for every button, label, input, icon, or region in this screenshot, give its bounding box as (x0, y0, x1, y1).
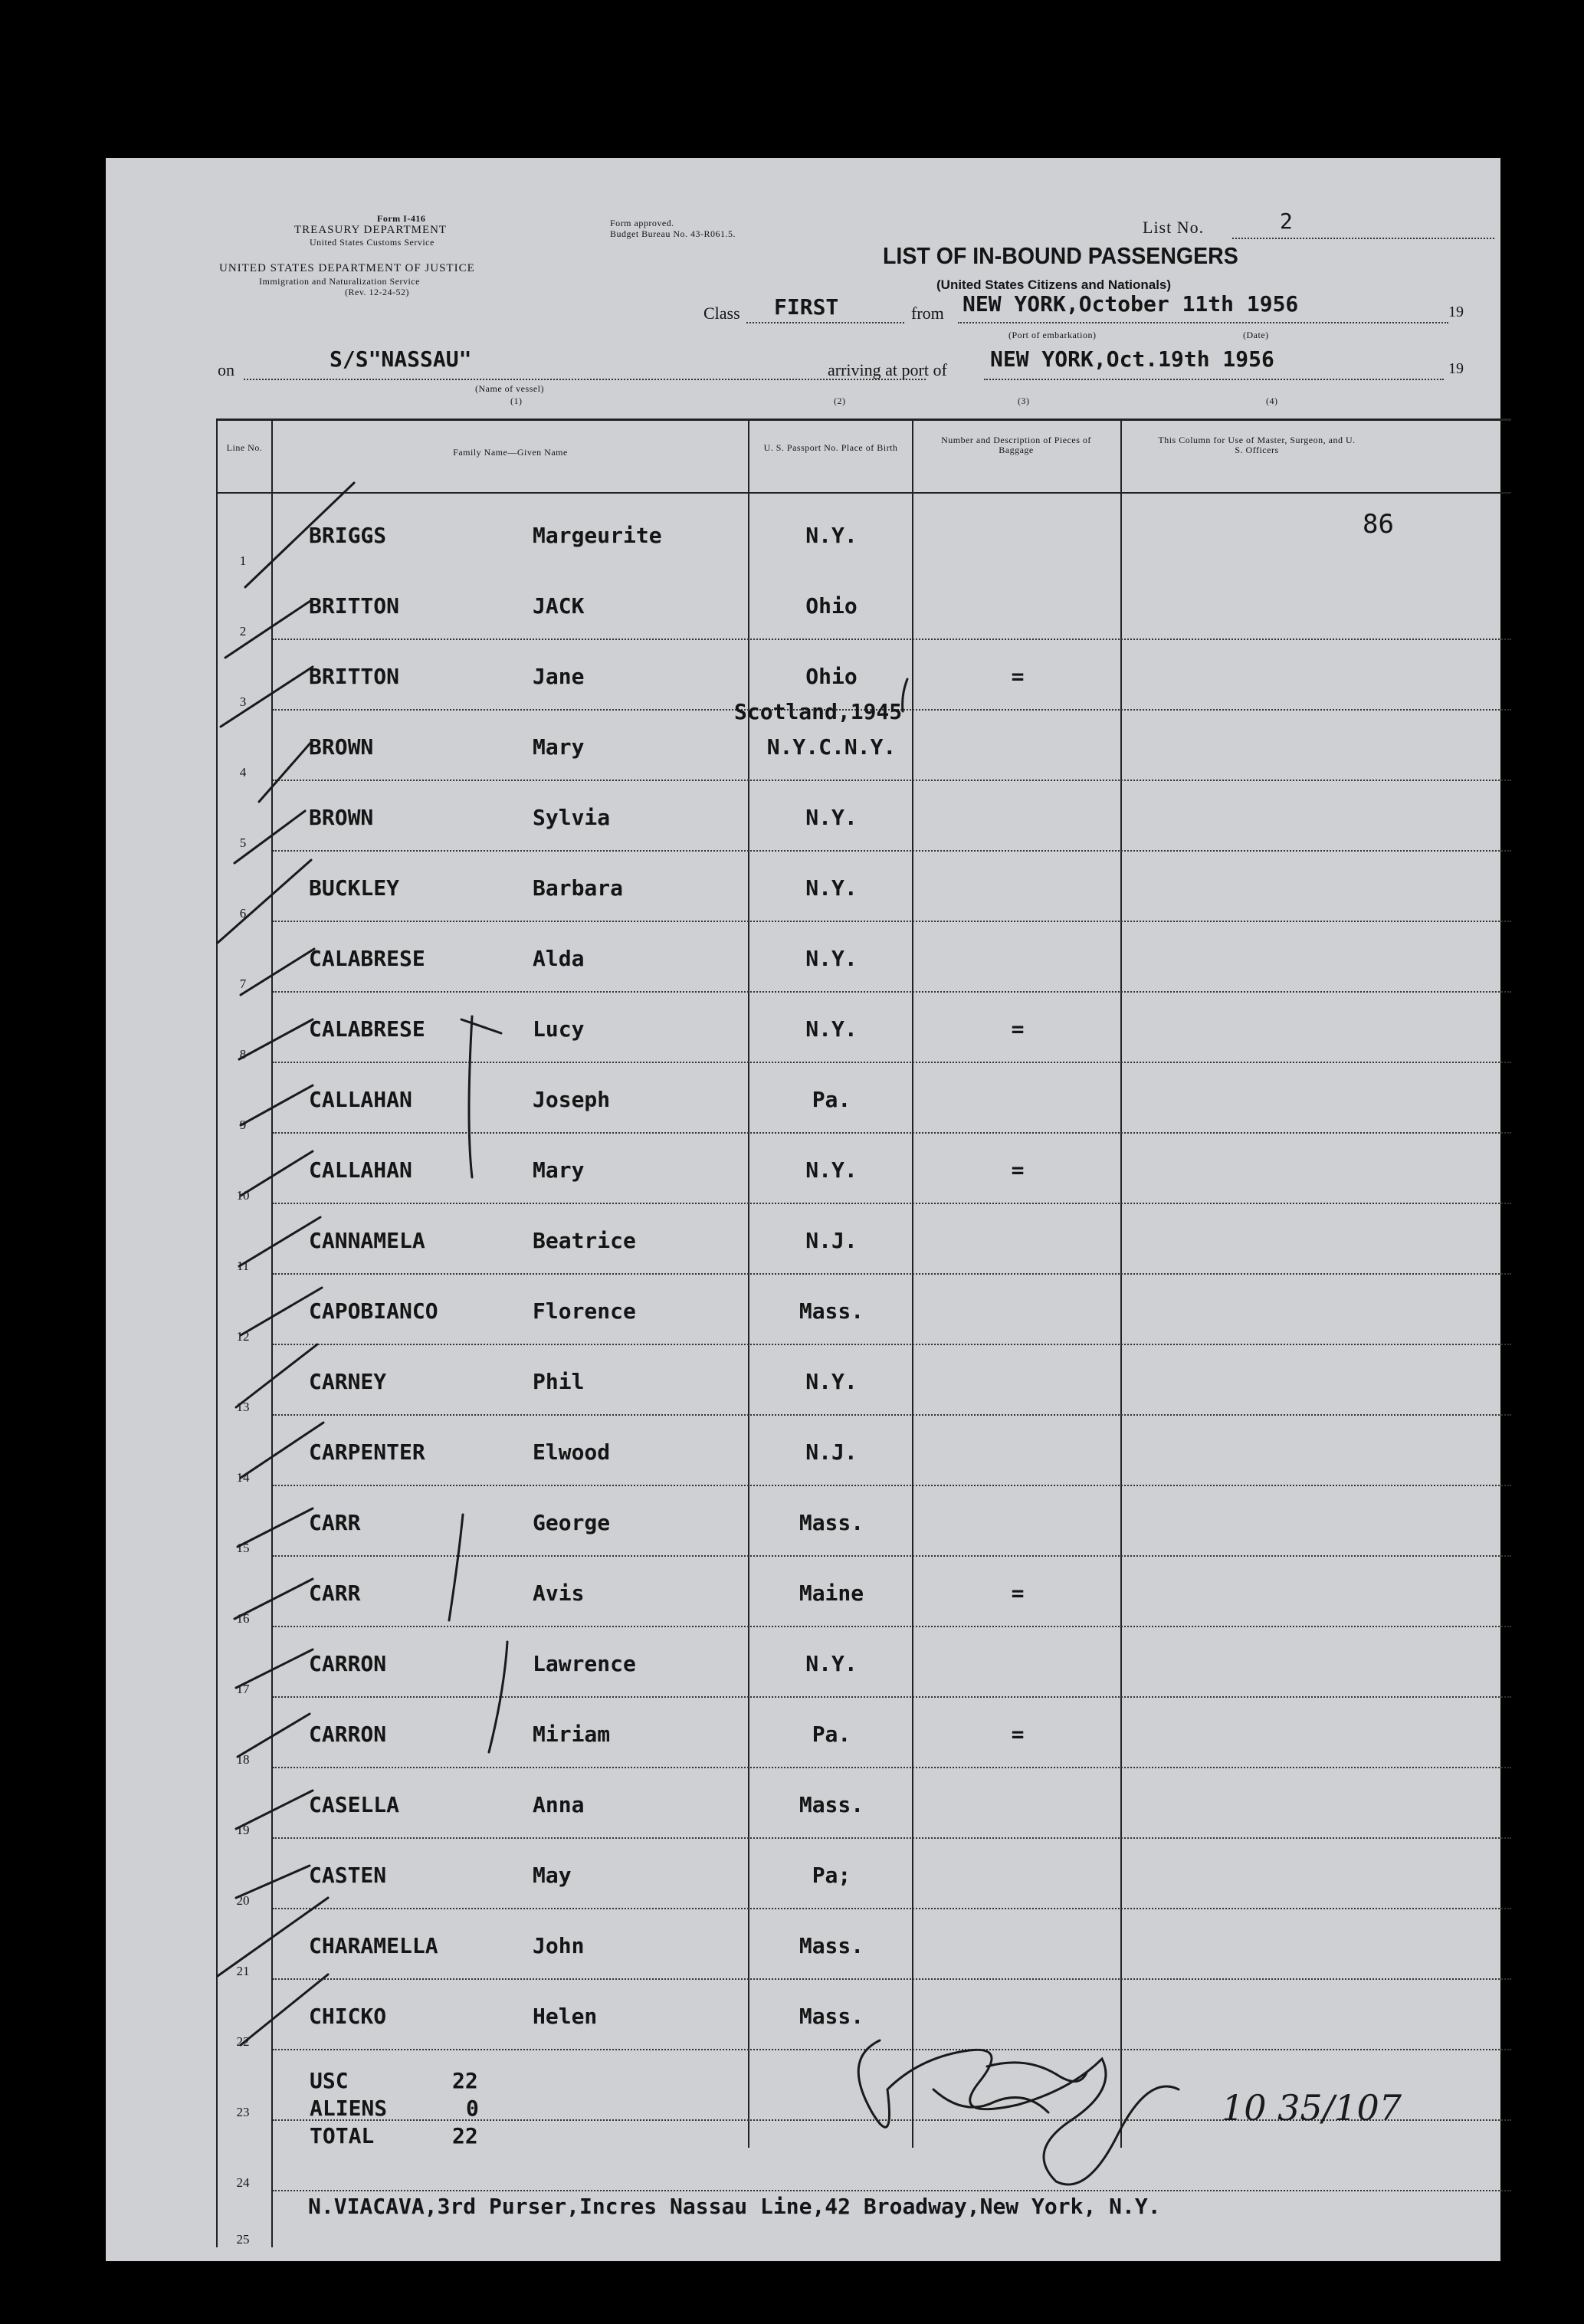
form-approved: Form approved. (610, 218, 674, 228)
given-name: Joseph (533, 1087, 611, 1112)
total-label: TOTAL (310, 2123, 375, 2148)
birth-place: Ohio (805, 664, 858, 689)
header-officers: This Column for Use of Master, Surgeon, and U. S. Officers (1158, 435, 1356, 455)
arrival-value: NEW YORK,Oct.19th 1956 (990, 346, 1274, 372)
department-of-justice: UNITED STATES DEPARTMENT OF JUSTICE (219, 262, 475, 274)
family-name: CARR (309, 1510, 361, 1535)
arriving-label: arriving at port of (828, 360, 947, 379)
check-mark (234, 811, 305, 863)
given-name: Jane (533, 664, 585, 689)
birth-place: N.Y. (805, 1157, 858, 1183)
budget-bureau: Budget Bureau No. 43-R061.5. (610, 228, 736, 239)
given-name: Helen (533, 2004, 598, 2029)
aliens-value: 0 (466, 2096, 479, 2121)
header-passport: U. S. Passport No. Place of Birth (763, 442, 898, 453)
officer-note: 86 (1363, 509, 1394, 540)
col-caption-4: (4) (1266, 396, 1278, 406)
list-no-value: 2 (1280, 208, 1293, 234)
line-number: 2 (239, 624, 247, 638)
total-value: 22 (452, 2123, 478, 2148)
family-name: BROWN (309, 805, 374, 830)
header-baggage: Number and Description of Pieces of Baggage (941, 435, 1091, 455)
check-mark (236, 1866, 310, 1898)
form-number: Form I-416 (377, 213, 426, 224)
birth-place: Maine (799, 1581, 864, 1606)
given-name: Barbara (533, 875, 624, 901)
check-mark (218, 860, 311, 943)
line-number: 17 (236, 1682, 250, 1696)
family-name: BUCKLEY (309, 875, 400, 901)
line-number: 15 (236, 1541, 250, 1555)
family-name: BRIGGS (309, 523, 387, 548)
line-number: 18 (236, 1752, 250, 1767)
check-mark (218, 1898, 328, 1976)
line-number: 25 (236, 2232, 250, 2247)
check-mark (236, 1344, 317, 1407)
page-subtitle: (United States Citizens and Nationals) (936, 277, 1172, 292)
line-number: 21 (236, 1964, 250, 1978)
check-mark (236, 1791, 313, 1829)
family-name: CASTEN (309, 1863, 387, 1888)
check-mark (238, 1508, 313, 1547)
check-mark (236, 1649, 313, 1688)
usc-value: 22 (452, 2068, 478, 2093)
birth-place: N.Y. (805, 946, 858, 971)
birth-place-note: Scotland,1945 (734, 699, 903, 724)
family-name: CASELLA (309, 1792, 400, 1817)
birth-place: Mass. (799, 2004, 864, 2029)
given-name: Florence (533, 1298, 636, 1324)
given-name: John (533, 1933, 585, 1958)
given-name: Sylvia (533, 805, 611, 830)
birth-place: N.Y. (805, 805, 858, 830)
birth-place: N.J. (805, 1228, 858, 1253)
class-value: FIRST (774, 294, 839, 320)
page-title: LIST OF IN-BOUND PASSENGERS (883, 242, 1238, 269)
check-mark (241, 1423, 323, 1478)
check-mark (221, 667, 313, 727)
col-caption-1: (1) (510, 396, 523, 406)
check-mark (239, 1217, 320, 1266)
check-mark (234, 1579, 313, 1619)
given-name: Anna (533, 1792, 585, 1817)
birth-place: Mass. (799, 1298, 864, 1324)
baggage: = (1011, 1157, 1025, 1183)
customs-service: United States Customs Service (310, 237, 435, 248)
check-mark (241, 1085, 313, 1125)
birth-place: N.Y. (805, 1651, 858, 1676)
line-number: 11 (236, 1259, 250, 1273)
arrival-year-suffix: 19 (1448, 360, 1464, 377)
col-caption-2: (2) (834, 396, 846, 406)
usc-label: USC (310, 2068, 349, 2093)
manifest-page (106, 158, 1500, 2261)
line-number: 10 (236, 1188, 250, 1203)
header-line-no: Line No. (226, 442, 263, 453)
birth-place: N.Y.C.N.Y. (766, 734, 897, 760)
bracket-mark (469, 1016, 472, 1177)
line-number: 8 (239, 1047, 247, 1062)
baggage: = (1011, 1722, 1025, 1747)
family-name: CARNEY (309, 1369, 387, 1394)
birth-place: Pa. (812, 1722, 851, 1747)
family-name: CALABRESE (309, 946, 425, 971)
family-name: CANNAMELA (309, 1228, 425, 1253)
handwriting-overlay (106, 158, 1500, 2261)
line-number: 20 (236, 1893, 250, 1908)
given-name: Avis (533, 1581, 585, 1606)
line-number: 22 (236, 2034, 250, 2049)
given-name: Phil (533, 1369, 585, 1394)
col-caption-3: (3) (1018, 396, 1030, 406)
port-embark-caption: (Port of embarkation) (1008, 330, 1097, 340)
given-name: Miriam (533, 1722, 611, 1747)
line-number: 13 (236, 1400, 250, 1414)
check-mark (241, 1974, 328, 2045)
family-name: CAPOBIANCO (309, 1298, 438, 1324)
birth-place: Pa. (812, 1087, 851, 1112)
birth-place: Mass. (799, 1933, 864, 1958)
baggage: = (1011, 1016, 1025, 1042)
list-no-label: List No. (1143, 218, 1205, 237)
given-name: Lucy (533, 1016, 585, 1042)
check-mark (241, 949, 314, 995)
family-name: CHARAMELLA (309, 1933, 438, 1958)
birth-place: Mass. (799, 1792, 864, 1817)
baggage: = (1011, 1581, 1025, 1606)
signature-scrawl (987, 2063, 1087, 2082)
line-number: 3 (239, 694, 247, 709)
birth-place: N.Y. (805, 1016, 858, 1042)
birth-place: Pa; (812, 1863, 851, 1888)
baggage: = (1011, 664, 1025, 689)
line-number: 7 (239, 977, 247, 991)
bracket-mark (461, 1019, 501, 1033)
birth-place: Mass. (799, 1510, 864, 1535)
family-name: CARRON (309, 1651, 387, 1676)
line-number: 24 (236, 2175, 250, 2190)
line-number: 19 (236, 1823, 250, 1837)
from-value: NEW YORK,October 11th 1956 (963, 291, 1299, 317)
vessel-name: S/S"NASSAU" (330, 346, 472, 372)
check-mark (238, 1714, 310, 1757)
line-number: 4 (239, 765, 247, 780)
check-mark (225, 599, 313, 658)
family-name: CARR (309, 1581, 361, 1606)
given-name: Margeurite (533, 523, 662, 548)
header-name: Family Name—Given Name (453, 447, 568, 458)
ins-service: Immigration and Naturalization Service (259, 276, 420, 287)
given-name: Mary (533, 734, 585, 760)
family-name: CARRON (309, 1722, 387, 1747)
line-number: 16 (236, 1611, 250, 1626)
vessel-caption: (Name of vessel) (475, 383, 544, 394)
bracket-mark (489, 1642, 507, 1752)
given-name: Lawrence (533, 1651, 636, 1676)
line-number: 6 (239, 906, 247, 921)
date-caption: (Date) (1243, 330, 1269, 340)
on-label: on (218, 360, 234, 379)
given-name: Beatrice (533, 1228, 636, 1253)
line-number: 9 (239, 1118, 247, 1132)
given-name: May (533, 1863, 572, 1888)
purser-line: N.VIACAVA,3rd Purser,Incres Nassau Line,42 Broadway,New York, N.Y. (308, 2194, 1161, 2219)
family-name: CALLAHAN (309, 1157, 412, 1183)
class-label: Class (703, 304, 740, 323)
given-name: George (533, 1510, 611, 1535)
birth-place: N.Y. (805, 875, 858, 901)
line-number: 1 (239, 553, 247, 568)
from-year-suffix: 19 (1448, 304, 1464, 320)
check-mark (259, 740, 313, 802)
revision: (Rev. 12-24-52) (345, 287, 410, 297)
birth-place: Ohio (805, 593, 858, 619)
family-name: CALLAHAN (309, 1087, 412, 1112)
birth-place: N.J. (805, 1439, 858, 1465)
birth-place: N.Y. (805, 523, 858, 548)
bracket-mark (449, 1515, 463, 1620)
family-name: CARPENTER (309, 1439, 425, 1465)
given-name: Alda (533, 946, 585, 971)
aliens-label: ALIENS (310, 2096, 388, 2121)
signature-note: 10 35/107 (1222, 2087, 1402, 2129)
given-name: JACK (533, 593, 585, 619)
family-name: BRITTON (309, 593, 400, 619)
birth-place: N.Y. (805, 1369, 858, 1394)
family-name: BRITTON (309, 664, 400, 689)
family-name: CHICKO (309, 2004, 387, 2029)
treasury-department: TREASURY DEPARTMENT (294, 224, 448, 236)
line-number: 23 (236, 2105, 250, 2119)
family-name: BROWN (309, 734, 374, 760)
given-name: Elwood (533, 1439, 611, 1465)
check-mark (241, 1151, 313, 1196)
check-mark (241, 1288, 322, 1335)
tick-mark (903, 679, 907, 711)
given-name: Mary (533, 1157, 585, 1183)
check-mark (245, 483, 354, 587)
line-number: 12 (236, 1329, 250, 1344)
line-number: 14 (236, 1470, 250, 1485)
check-mark (239, 1019, 313, 1059)
family-name: CALABRESE (309, 1016, 425, 1042)
from-label: from (911, 304, 944, 323)
line-number: 5 (239, 835, 247, 850)
